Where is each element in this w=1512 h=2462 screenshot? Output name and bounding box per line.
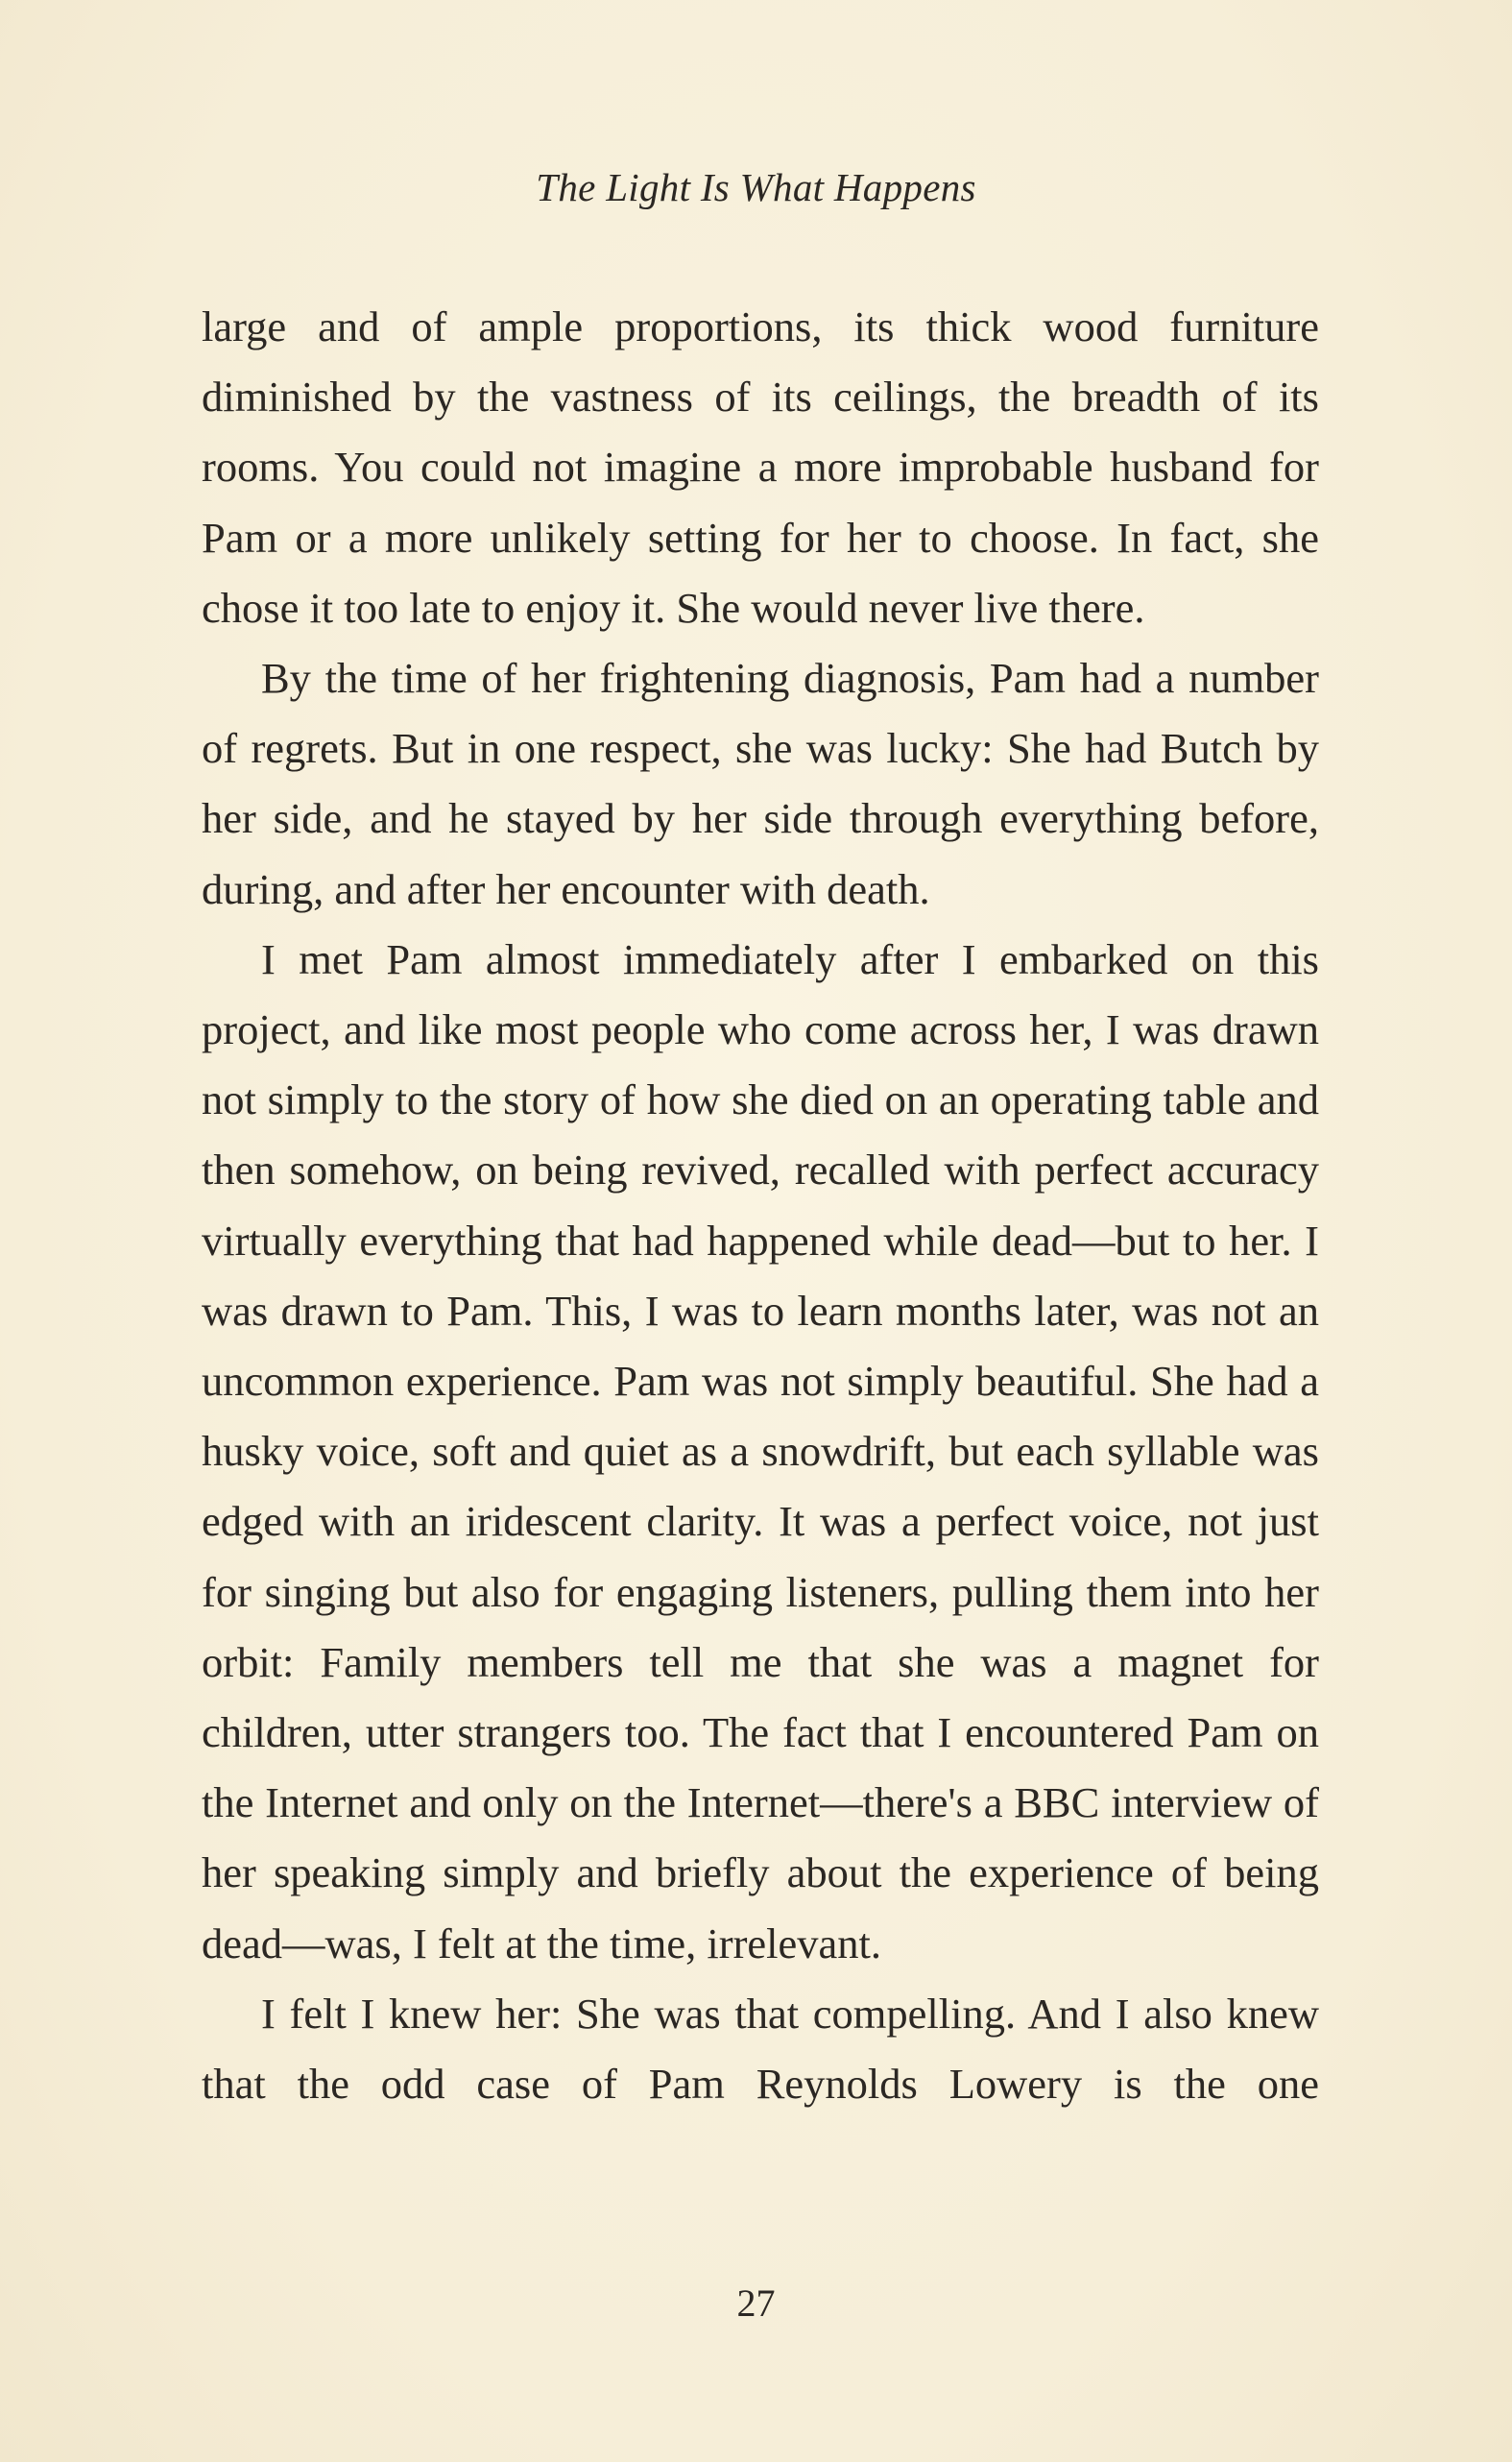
- page-number: 27: [736, 2281, 776, 2325]
- paragraph-3: I met Pam almost immediately after I embarked on this project, and like most people who come across her, I was drawn not simply to the story of how she died on an operating table and then somehow, on being revived, recalled with perfect accuracy virtually everything that had happened while dead—but to her. I was drawn to Pam. This, I was to learn months later, was not an uncommon experience. Pam was not simply beautiful. She had a husky voice, soft and quiet as a snowdrift, but each syllable was edged with an iridescent clarity. It was a perfect voice, not just for singing but also for engaging listeners, pulling them into her orbit: Family members tell me that she was a magnet for children, utter strangers too. The fact that I encountered Pam on the Internet and only on the Internet—there's a BBC interview of her speaking simply and briefly about the experience of being dead—was, I felt at the time, irrelevant.: [202, 934, 1319, 1967]
- paragraph-4: I felt I knew her: She was that compelling. And I also knew that the odd case of Pam Reynolds Lowery is the one: [202, 1989, 1319, 2109]
- body-text: [202, 292, 1319, 2119]
- running-head: The Light Is What Happens: [536, 165, 976, 209]
- paragraph-2: By the time of her frightening diagnosis, Pam had a number of regrets. But in one respect, she was lucky: She had Butch by her side, and he stayed by her side through everything before, during, and after her encounter with death.: [202, 654, 1319, 913]
- paragraph-1: large and of ample proportions, its thick wood furniture diminished by the vastness of its ceilings, the breadth of its rooms. You could not imagine a more improbable husband for Pam or a more unlikely setting for her to choose. In fact, she chose it too late to enjoy it. She would never live there.: [202, 302, 1319, 632]
